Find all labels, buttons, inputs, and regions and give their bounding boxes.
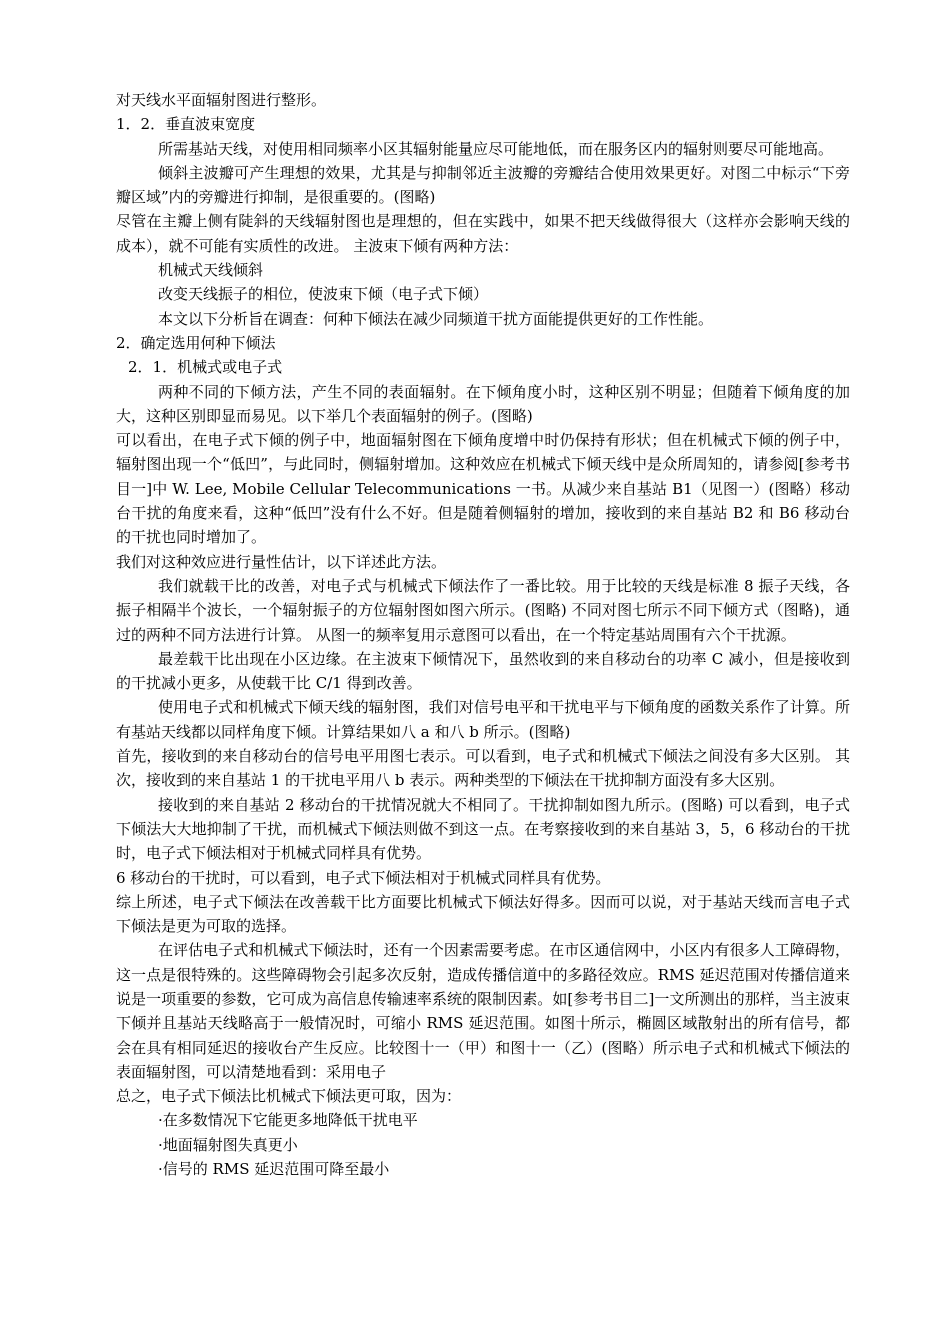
paragraph: 倾斜主波瓣可产生理想的效果，尤其是与抑制邻近主波瓣的旁瓣结合使用效果更好。对图二中标示“下旁瓣区域”内的旁瓣进行抑制，是很重要的。(图略) <box>116 163 850 207</box>
paragraph: 可以看出，在电子式下倾的例子中，地面辐射图在下倾角度增中时仍保持有形状；但在机械式下倾的例子中，辐射图出现一个“低凹”，与此同时，侧辐射增加。这种效应在机械式下倾天线中是众所周知的，请参阅[参考书目一]中 W. Lee, Mobile Cellular Telecommunications 一书。从减少来自基站 B1（见图一）(图略）移动台干扰的角度来看，这种“低凹”没有什么不好。但是随着侧辐射的增加，接收到的来自基站 B2 和 B6 移动台的干扰也同时增加了。 <box>116 431 850 547</box>
list-item: 机械式天线倾斜 <box>158 261 264 280</box>
paragraph: 接收到的来自基站 2 移动台的干扰情况就大不相同了。干扰抑制如图九所示。(图略) 可以看到，电子式下倾法大大地抑制了干扰，而机械式下倾法则做不到这一点。在考察接收到的来自基站 3，5，6 移动台的干扰时，电子式下倾法相对于机械式同样具有优势。 <box>116 795 850 863</box>
paragraph: 本文以下分析旨在调查：何种下倾法在减少同频道干扰方面能提供更好的工作性能。 <box>158 309 714 328</box>
bullet-item: ·信号的 RMS 延迟范围可降至最小 <box>158 1160 390 1179</box>
bullet-item: ·在多数情况下它能更多地降低干扰电平 <box>158 1111 418 1130</box>
paragraph: 我们对这种效应进行量性估计，以下详述此方法。 <box>116 552 447 571</box>
list-item: 改变天线振子的相位，使波束下倾（电子式下倾） <box>158 285 489 304</box>
paragraph: 6 移动台的干扰时，可以看到，电子式下倾法相对于机械式同样具有优势。 <box>116 868 611 887</box>
paragraph: 两种不同的下倾方法，产生不同的表面辐射。在下倾角度小时，这种区别不明显；但随着下倾角度的加大，这种区别即显而易见。以下举几个表面辐射的例子。(图略) <box>116 382 850 425</box>
paragraph: 综上所述，电子式下倾法在改善载干比方面要比机械式下倾法好得多。因而可以说，对于基站天线而言电子式下倾法是更为可取的选择。 <box>116 892 850 936</box>
paragraph: 尽管在主瓣上侧有陡斜的天线辐射图也是理想的，但在实践中，如果不把天线做得很大（这样亦会影响天线的成本），就不可能有实质性的改进。 主波束下倾有两种方法： <box>116 212 850 255</box>
bullet-item: ·地面辐射图失真更小 <box>158 1135 298 1154</box>
paragraph-intro: 对天线水平面辐射图进行整形。 <box>116 91 327 109</box>
paragraph: 我们就载干比的改善，对电子式与机械式下倾法作了一番比较。用于比较的天线是标准 8 振子天线，各振子相隔半个波长，一个辐射振子的方位辐射图如图六所示。(图略) 不同对图七所示不同下倾方式（图略)，通过的两种不同方法进行计算。 从图一的频率复用示意图可以看出，在一个特定基站周围有六个干扰源。 <box>116 576 850 644</box>
paragraph: 最差载干比出现在小区边缘。在主波束下倾情况下，虽然收到的来自移动台的功率 C 减小，但是接收到的干扰减小更多，从使载干比 C/1 得到改善。 <box>116 649 850 693</box>
section-heading-2-1: 2．1．机械式或电子式 <box>128 358 283 377</box>
paragraph: 在评估电子式和机械式下倾法时，还有一个因素需要考虑。在市区通信网中，小区内有很多人工障碍物，这一点是很特殊的。这些障碍物会引起多次反射，造成传播信道中的多路径效应。RMS 延迟范围对传播信道来说是一项重要的参数，它可成为高信息传输速率系统的限制因素。如[参考书目二]一文所测出的那样，当主波束下倾并且基站天线略高于一般情况时，可缩小 RMS 延迟范围。如图十所示，椭圆区域散射出的所有信号，都会在具有相同延迟的接收台产生反应。比较图十一（甲）和图十一（乙）(图略）所示电子式和机械式下倾法的表面辐射图，可以清楚地看到：采用电子 <box>116 941 850 1081</box>
paragraph: 首先，接收到的来自移动台的信号电平用图七表示。可以看到，电子式和机械式下倾法之间没有多大区别。 其次，接收到的来自基站 1 的干扰电平用八 b 表示。两种类型的下倾法在干扰抑制方面没有多大区别。 <box>116 747 850 790</box>
section-heading-1-2: 1．2．垂直波束宽度 <box>116 115 256 134</box>
paragraph: 所需基站天线，对使用相同频率小区其辐射能量应尽可能地低，而在服务区内的辐射则要尽可能地高。 <box>158 139 834 158</box>
paragraph: 使用电子式和机械式下倾天线的辐射图，我们对信号电平和干扰电平与下倾角度的函数关系作了计算。所有基站天线都以同样角度下倾。计算结果如八 a 和八 b 所示。(图略) <box>116 698 850 741</box>
document-page <box>116 88 850 1181</box>
paragraph: 总之，电子式下倾法比机械式下倾法更可取，因为： <box>116 1087 462 1106</box>
section-heading-2: 2．确定选用何种下倾法 <box>116 333 276 352</box>
